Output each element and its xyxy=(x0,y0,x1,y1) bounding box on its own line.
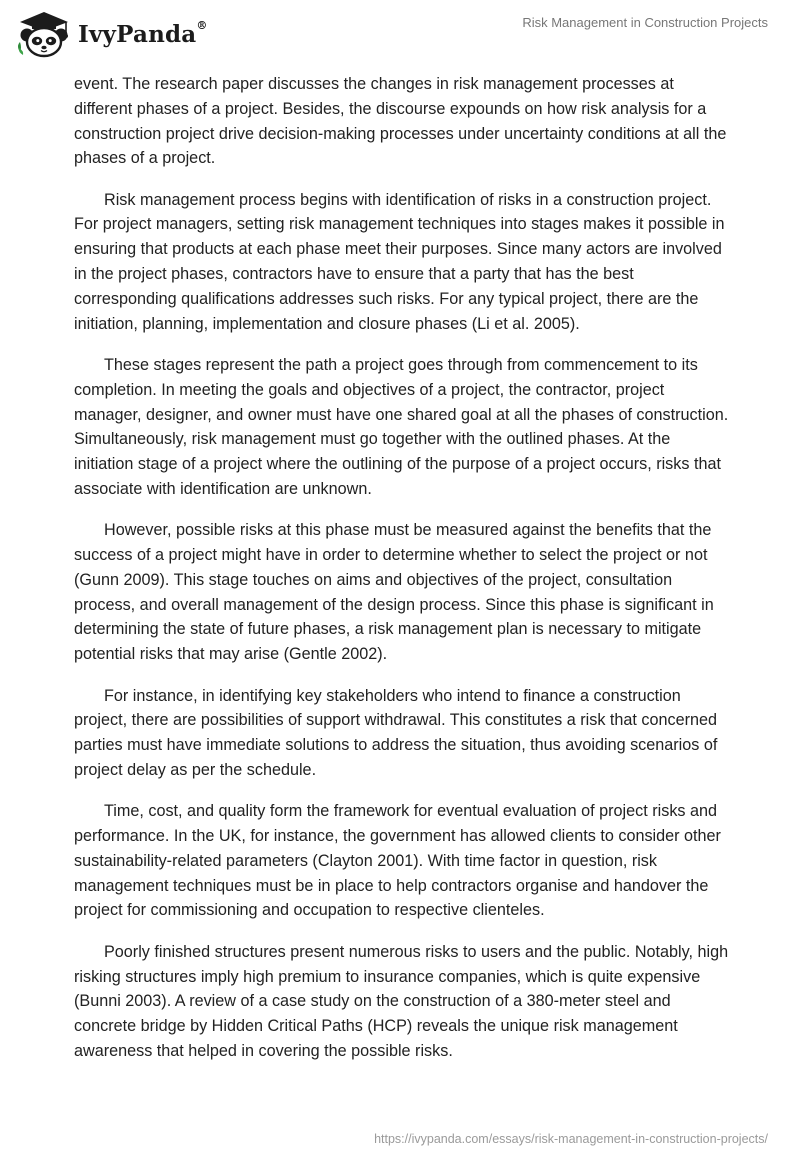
panda-graduation-cap-icon xyxy=(14,8,74,60)
brand-logo[interactable] xyxy=(14,8,208,60)
essay-body xyxy=(74,72,730,1080)
brand-name xyxy=(78,18,208,48)
paragraph: Poorly finished structures present numerous risks to users and the public. Notably, high risking structures imply high premium to insurance companies, which is quite expensive (Bunni 2003). A review of a case study on the construction of a 380-meter steel and concrete bridge by Hidden Critical Paths (HCP) reveals the unique risk management awareness that helped in covering the possible risks. xyxy=(74,942,729,1060)
paragraph: For instance, in identifying key stakeholders who intend to finance a construction project, there are possibilities of support withdrawal. This constitutes a risk that concerned parties must have immediate solutions to address the situation, thus avoiding scenarios of project delay as per the schedule. xyxy=(74,686,718,779)
page-header xyxy=(0,0,800,70)
source-url[interactable]: https://ivypanda.com/essays/risk-management-in-construction-projects/ xyxy=(374,1132,768,1146)
document-title: Risk Management in Construction Projects xyxy=(522,15,768,30)
brand-name-text: IvyPanda xyxy=(78,20,197,48)
registered-mark: ® xyxy=(196,18,208,32)
paragraph: Risk management process begins with identification of risks in a construction project. For project managers, setting risk management techniques into stages makes it possible in ensuring that products at each phase meet their purposes. Since many actors are involved in the project phases, contractors have to ensure that a party that has the best corresponding qualifications addresses such risks. For any typical project, there are the initiation, planning, implementation and closure phases (Li et al. 2005). xyxy=(74,190,725,333)
paragraph: Time, cost, and quality form the framework for eventual evaluation of project risks and performance. In the UK, for instance, the government has allowed clients to consider other sustainability-related parameters (Clayton 2001). With time factor in question, risk management techniques must be in place to help contractors organise and handover the project for commissioning and occupation to respective clienteles. xyxy=(74,802,721,920)
paragraph: These stages represent the path a project goes through from commencement to its completion. In meeting the goals and objectives of a project, the contractor, project manager, designer, and owner must have one shared goal at all the phases of construction. Simultaneously, risk management must go together with the outlined phases. At the initiation stage of a project where the outlining of the purpose of a project occurs, risks that associate with identification are unknown. xyxy=(74,355,729,498)
paragraph: event. The research paper discusses the changes in risk management processes at different phases of a project. Besides, the discourse expounds on how risk analysis for a construction project drive decision-making processes under uncertainty conditions at all the phases of a project. xyxy=(74,75,727,168)
paragraph: However, possible risks at this phase must be measured against the benefits that the success of a project might have in order to determine whether to select the project or not (Gunn 2009). This stage touches on aims and objectives of the project, consultation process, and overall management of the design process. Since this phase is significant in determining the state of future phases, a risk management plan is necessary to mitigate potential risks that may arise (Gentle 2002). xyxy=(74,521,714,664)
